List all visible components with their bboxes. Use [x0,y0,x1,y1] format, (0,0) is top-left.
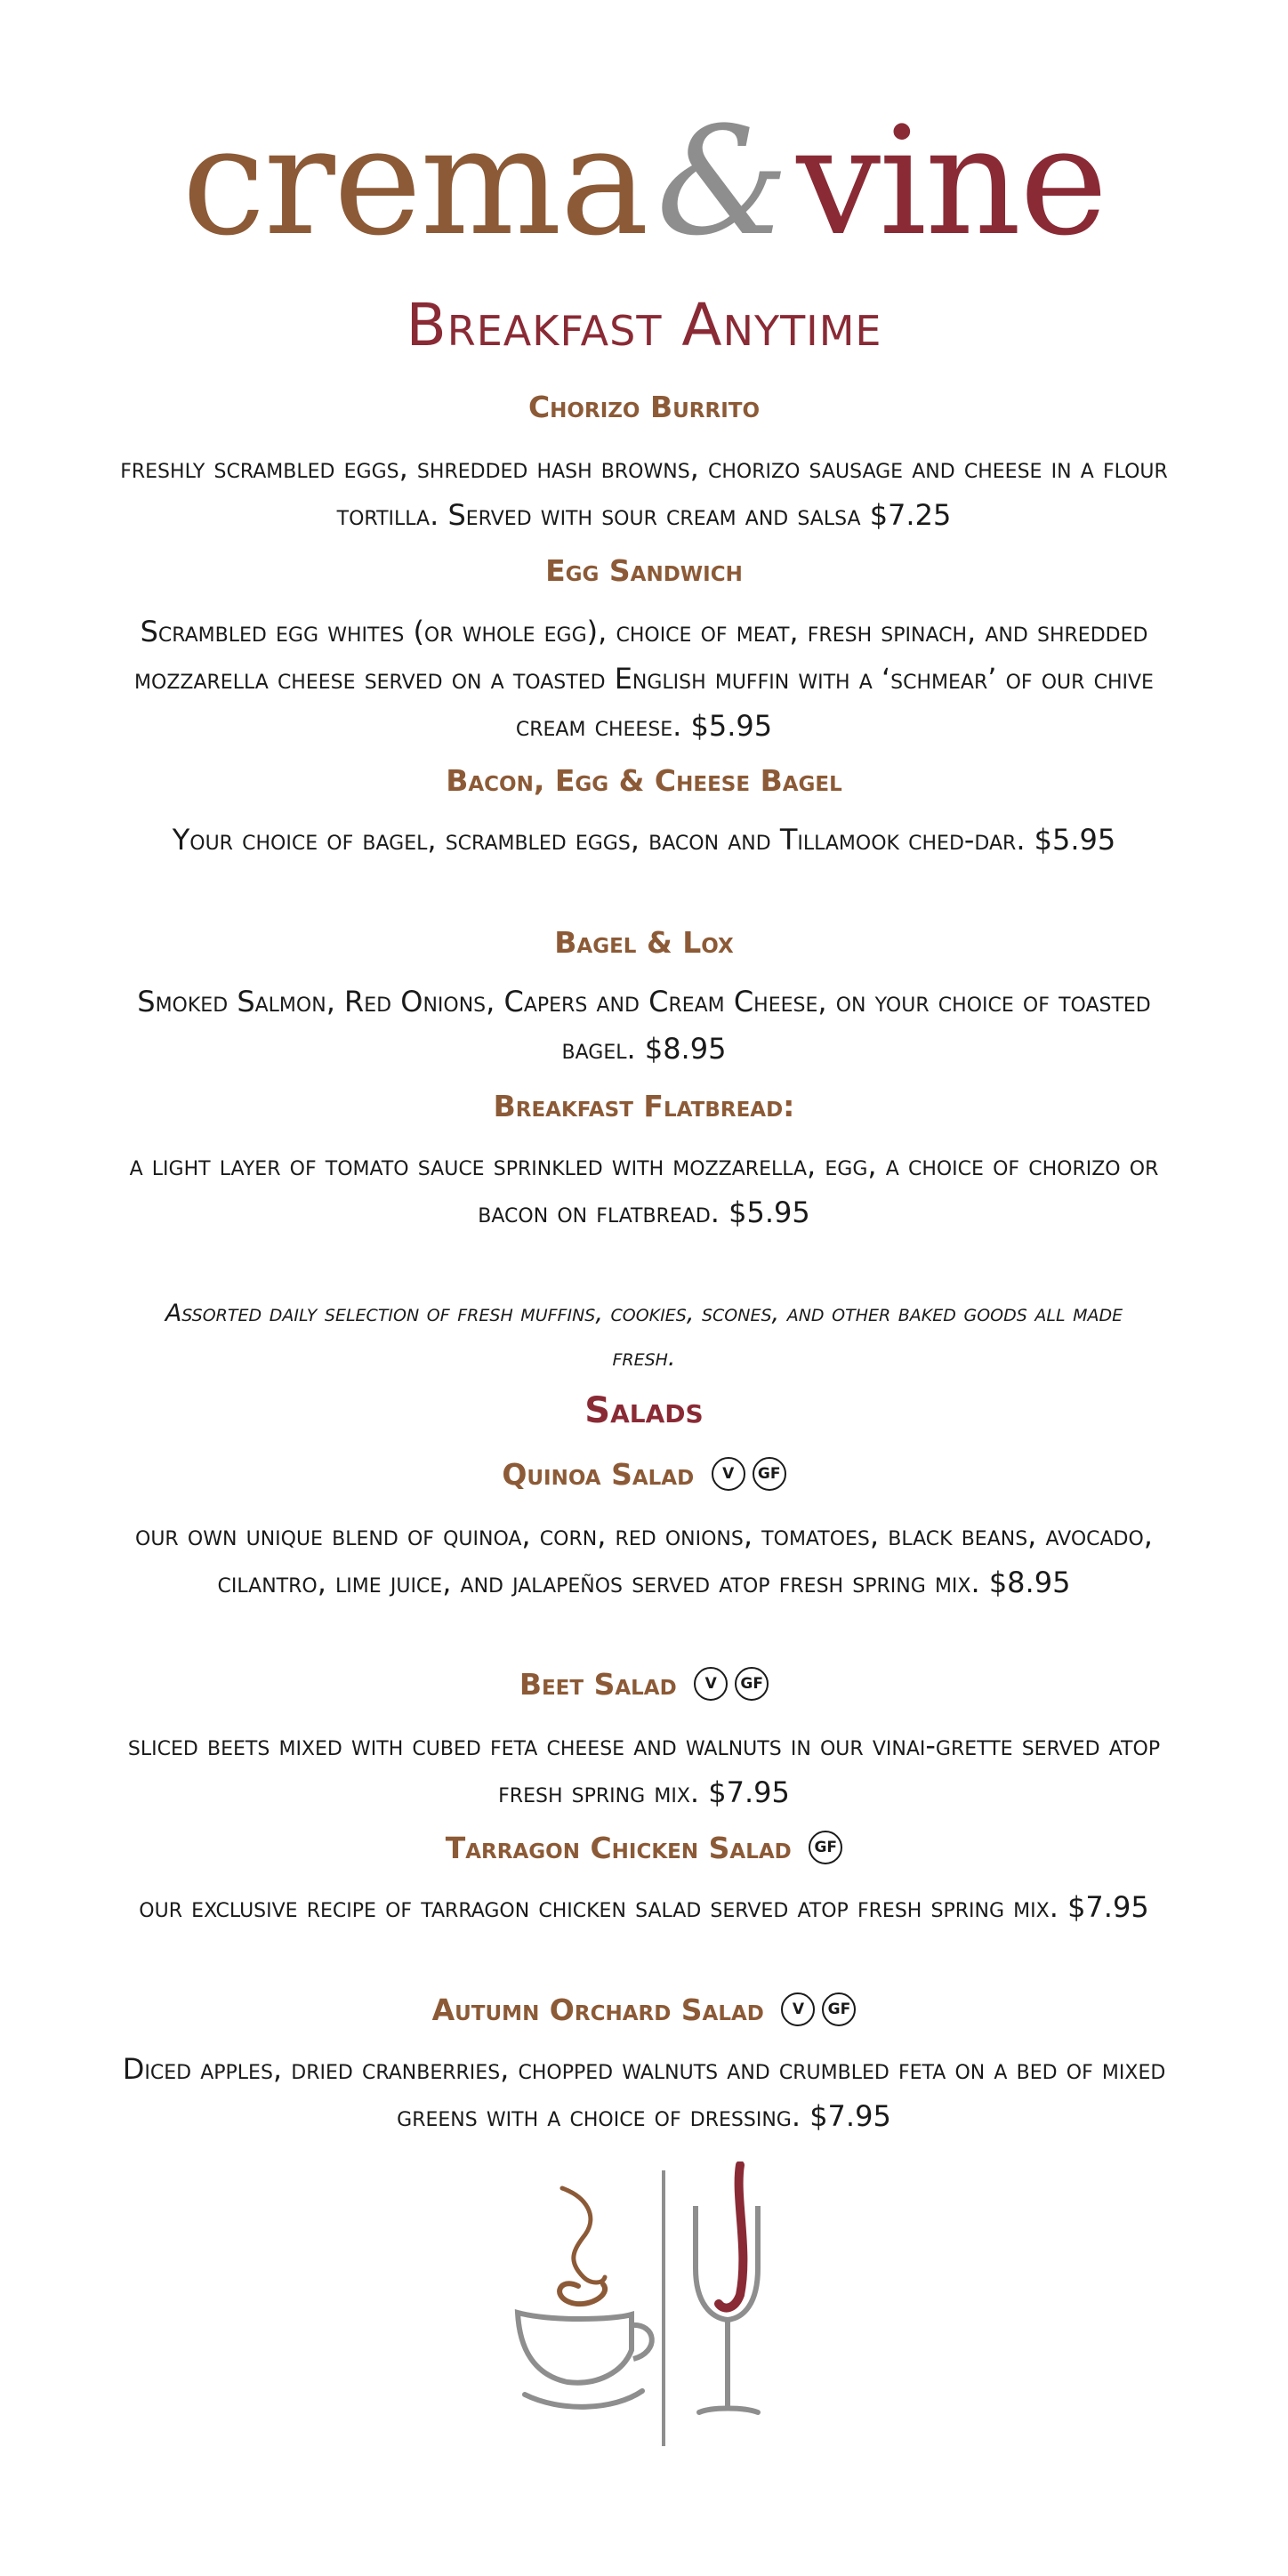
gluten-free-badge-icon: GF [735,1667,769,1701]
item-desc-beet-salad: sliced beets mixed with cubed feta cheese and walnuts in our vinai-grette served atop fresh spring mix. $7.95 [127,1728,1161,1809]
bakery-note: Assorted daily selection of fresh muffins, cookies, scones, and other baked goods all made fresh. [165,1300,1123,1372]
item-desc-egg-sandwich: Scrambled egg whites (or whole egg), choice of meat, fresh spinach, and shredded mozzarella cheese served on a toasted English muffin with a ‘schmear’ of our chive cream cheese. $5.95 [134,615,1154,743]
gluten-free-badge-icon: GF [822,1992,856,2026]
brand-logo [0,94,1288,269]
item-desc-chorizo-burrito: freshly scrambled eggs, shredded hash browns, chorizo sausage and cheese in a flour tortilla. Served with sour cream and salsa $7.25 [120,451,1168,532]
coffee-cup-and-wine-glass-icon [498,2161,792,2455]
item-desc-bacon-egg-cheese-bagel: Your choice of bagel, scrambled eggs, bacon and Tillamook ched-dar. $5.95 [172,823,1116,857]
gluten-free-badge-icon: GF [753,1457,786,1491]
item-desc-quinoa-salad: our own unique blend of quinoa, corn, red onions, tomatoes, black beans, avocado, cilantro, lime juice, and jalapeños served atop fresh spring mix. $8.95 [135,1518,1153,1599]
item-name-chorizo-burrito: Chorizo Burrito [527,390,761,424]
logo-word-crema: crema [181,94,648,269]
item-name-label: Beet Salad [519,1667,677,1702]
logo-ampersand: & [656,94,788,269]
item-name-bagel-lox: Bagel & Lox [554,925,734,960]
section-title-breakfast: Breakfast Anytime [406,291,882,359]
logo-word-vine: vine [796,94,1107,269]
vegetarian-badge-icon: V [694,1667,728,1701]
vegetarian-badge-icon: V [781,1992,815,2026]
gluten-free-badge-icon: GF [809,1831,842,1864]
item-name-beet-salad [0,1665,1288,1704]
item-name-quinoa-salad [0,1455,1288,1494]
section-title-salads: Salads [584,1390,704,1431]
item-name-label: Quinoa Salad [502,1457,695,1492]
item-desc-autumn-orchard-salad: Diced apples, dried cranberries, chopped walnuts and crumbled feta on a bed of mixed greens with a choice of dressing. $7.95 [122,2052,1166,2133]
item-desc-tarragon-chicken-salad: our exclusive recipe of tarragon chicken salad served atop fresh spring mix. $7.95 [139,1890,1149,1924]
item-name-label: Autumn Orchard Salad [431,1992,764,2027]
item-desc-bagel-lox: Smoked Salmon, Red Onions, Capers and Cream Cheese, on your choice of toasted bagel. $8.95 [137,985,1151,1066]
item-desc-breakfast-flatbread: a light layer of tomato sauce sprinkled with mozzarella, egg, a choice of chorizo or bacon on flatbread. $5.95 [129,1148,1159,1229]
vegetarian-badge-icon: V [712,1457,745,1491]
item-name-label: Tarragon Chicken Salad [445,1831,792,1865]
item-name-breakfast-flatbread: Breakfast Flatbread: [493,1089,795,1123]
item-name-bacon-egg-cheese-bagel: Bacon, Egg & Cheese Bagel [446,763,842,798]
item-name-autumn-orchard-salad [0,1991,1288,2030]
item-name-tarragon-chicken-salad [0,1829,1288,1868]
item-name-egg-sandwich: Egg Sandwich [545,553,743,588]
